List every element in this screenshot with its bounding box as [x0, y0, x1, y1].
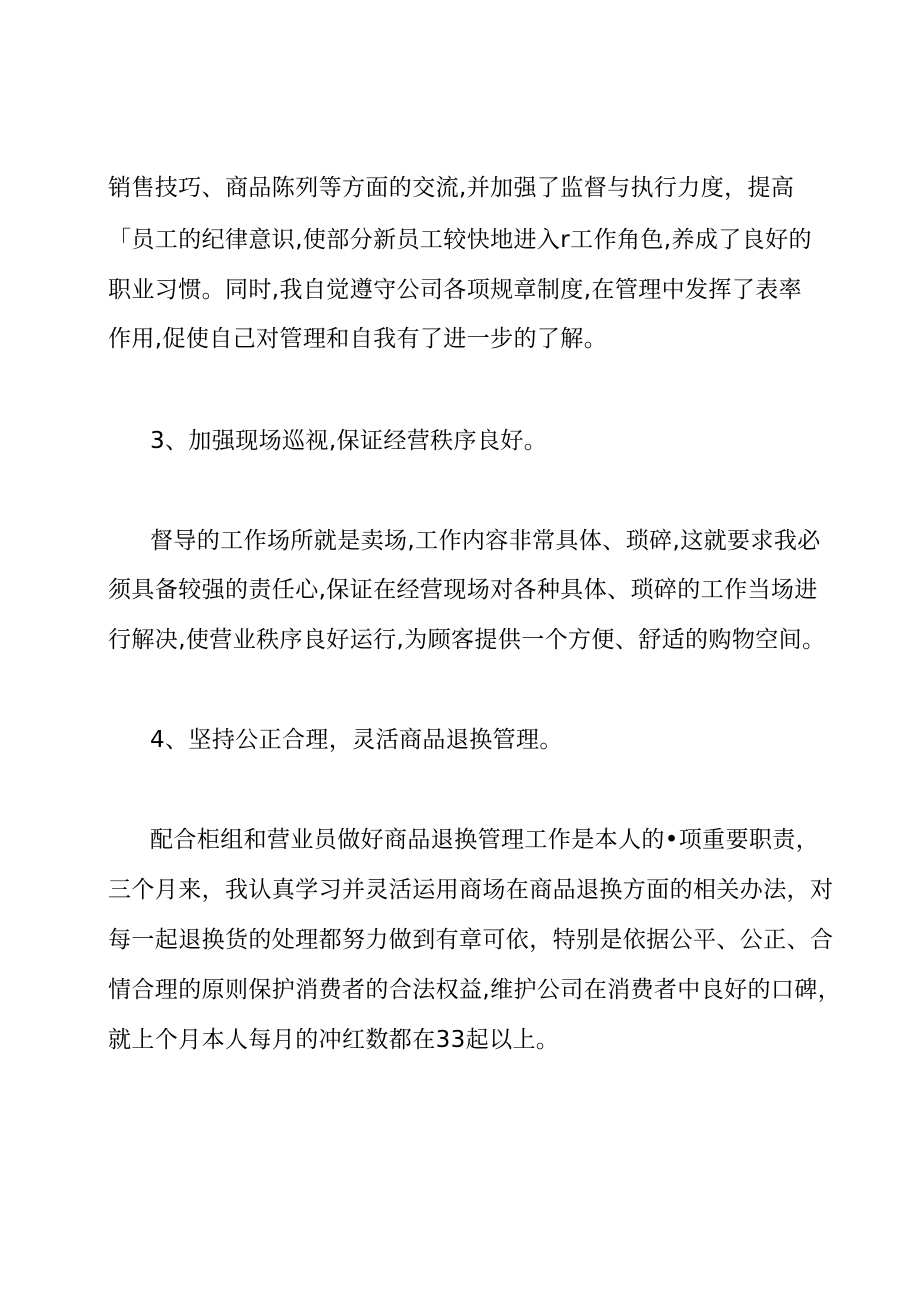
- paragraph-line: 销售技巧、商品陈列等方面的交流,并加强了监督与执行力度，提高: [108, 175, 795, 201]
- paragraph-line: 「员工的纪律意识,使部分新员工较快地进入r工作角色,养成了良好的: [108, 227, 812, 253]
- paragraph-line: 作用,促使自己对管理和自我有了进一步的了解。: [108, 326, 608, 352]
- paragraph-line: 须具备较强的责任心,保证在经营现场对各种具体、琐碎的工作当场进: [108, 577, 818, 603]
- paragraph-line: 情合理的原则保护消费者的合法权益,维护公司在消费者中良好的口碑，: [108, 977, 842, 1003]
- paragraph-line: 配合柜组和营业员做好商品退换管理工作是本人的•项重要职责，: [150, 827, 820, 853]
- paragraph-line: 职业习惯。同时,我自觉遵守公司各项规章制度,在管理中发挥了表率: [108, 277, 803, 303]
- paragraph-line: 每一起退换货的处理都努力做到有章可依，特别是依据公平、公正、合: [108, 927, 834, 953]
- section-heading: 3、加强现场巡视,保证经营秩序良好。: [150, 428, 548, 454]
- paragraph-line: 就上个月本人每月的冲红数都在33起以上。: [108, 1027, 560, 1053]
- paragraph-line: 三个月来，我认真学习并灵活运用商场在商品退换方面的相关办法，对: [108, 877, 834, 903]
- section-heading: 4、坚持公正合理，灵活商品退换管理。: [150, 727, 563, 753]
- paragraph-line: 行解决,使营业秩序良好运行,为顾客提供一个方便、舒适的购物空间。: [108, 627, 826, 653]
- paragraph-line: 督导的工作场所就是卖场,工作内容非常具体、琐碎,这就要求我必: [150, 528, 821, 554]
